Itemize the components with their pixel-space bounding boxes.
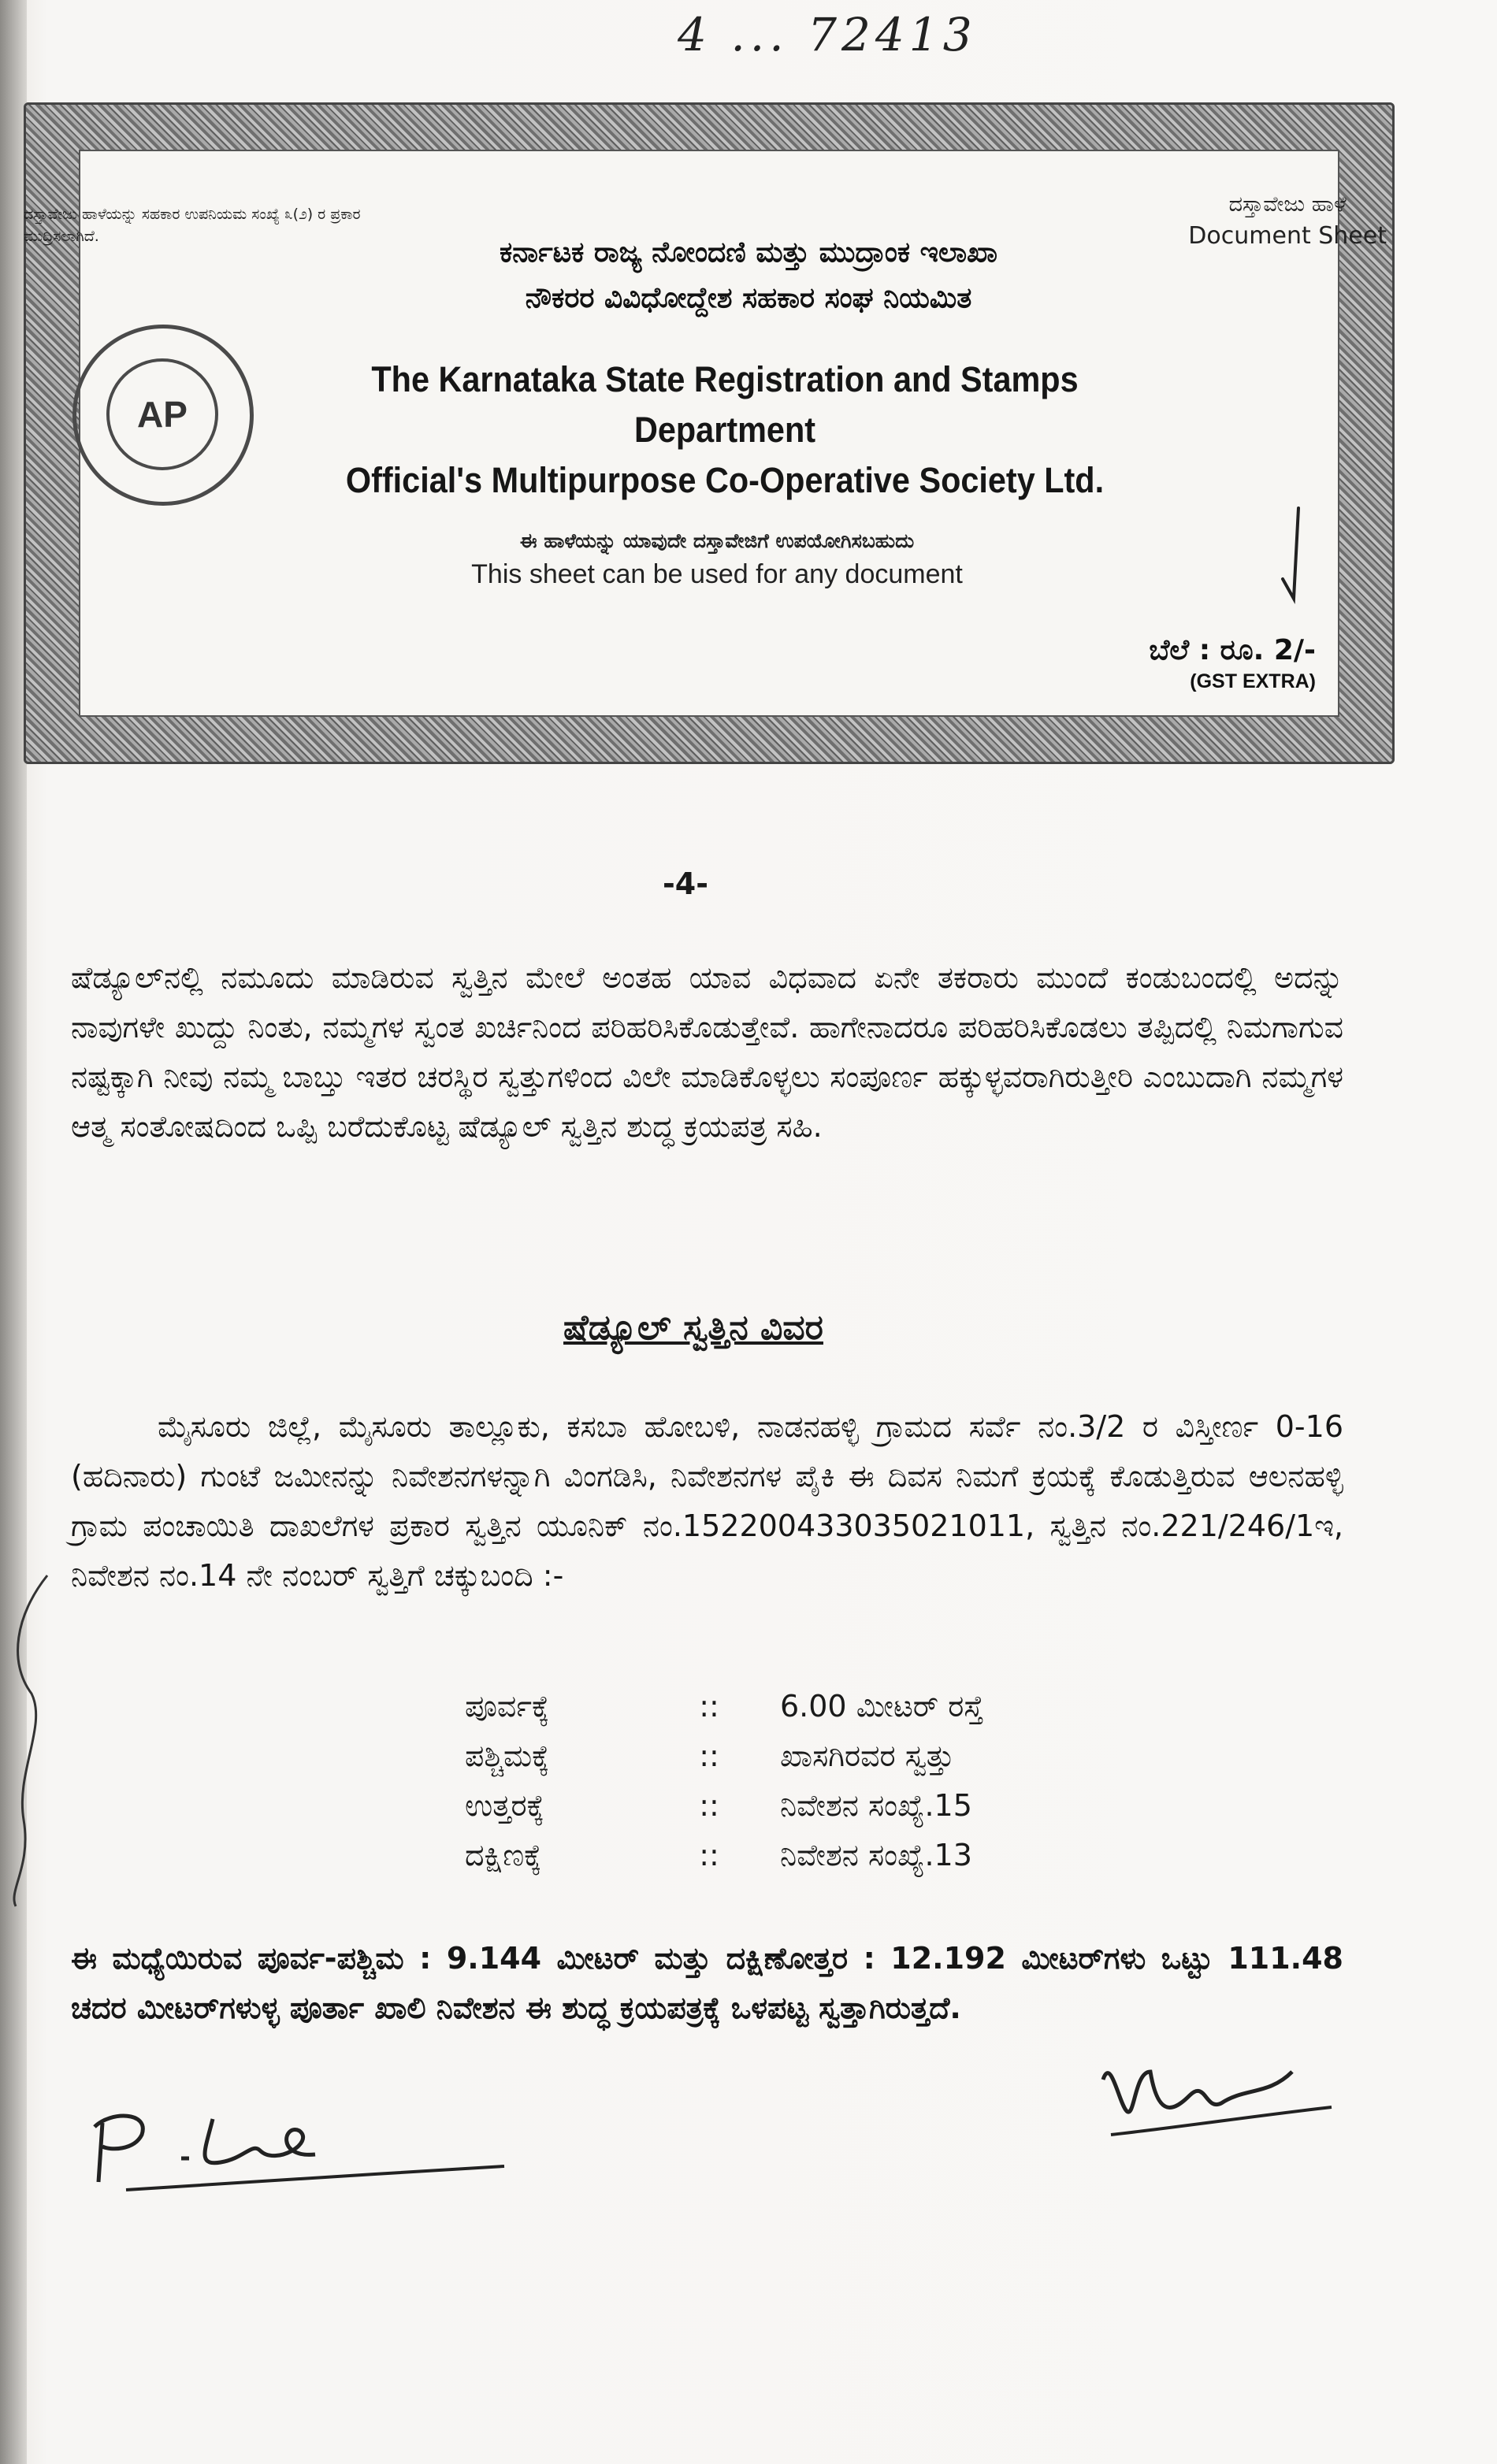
kn-title-line1: ಕರ್ನಾಟಕ ರಾಜ್ಯ ನೋಂದಣಿ ಮತ್ತು ಮುದ್ರಾಂಕ ಇಲಾಖಾ xyxy=(500,236,997,269)
sheet-usage-en: This sheet can be used for any document xyxy=(471,559,963,589)
check-mark-icon xyxy=(1267,504,1314,622)
boundary-value: ನಿವೇಶನ ಸಂಖ್ಯೆ.15 xyxy=(780,1788,972,1823)
boundary-separator: :: xyxy=(699,1838,719,1872)
handwritten-reference: 4 ... 72413 xyxy=(678,8,977,61)
paragraph-indemnity: ಷೆಡ್ಯೂಲ್‌ನಲ್ಲಿ ನಮೂದು ಮಾಡಿರುವ ಸ್ವತ್ತಿನ ಮೇಲೆ ಅಂತಹ ಯಾವ ವಿಧವಾದ ಏನೇ ತಕರಾರು ಮುಂದೆ ಕಂಡುಬಂದಲ್ಲಿ ಅದನ್ನು ನಾವುಗಳೇ ಖುದ್ದು ನಿಂತು, ನಮ್ಮಗಳ ಸ್ವಂತ ಖರ್ಚಿನಿಂದ ಪರಿಹರಿಸಿಕೊಡುತ್ತೇವೆ. ಹಾಗೇನಾದರೂ ಪರಿಹರಿಸಿಕೊಡಲು ತಪ್ಪಿದಲ್ಲಿ ನಿಮಗಾಗುವ ನಷ್ಟಕ್ಕಾಗಿ ನೀವು ನಮ್ಮ ಬಾಬ್ತು ಇತರ ಚರಸ್ಥಿರ ಸ್ವತ್ತುಗಳಿಂದ ವಿಲೇ ಮಾಡಿಕೊಳ್ಳಲು ಸಂಪೂರ್ಣ ಹಕ್ಕುಳ್ಳವರಾಗಿರುತ್ತೀರಿ ಎಂಬುದಾಗಿ ನಮ್ಮಗಳ ಆತ್ಮ ಸಂತೋಷದಿಂದ ಒಪ್ಪಿ ಬರೆದುಕೊಟ್ಟ ಷೆಡ್ಯೂಲ್ ಸ್ವತ್ತಿನ ಶುದ್ಧ ಕ್ರಯಪತ್ರ ಸಹಿ. xyxy=(71,960,1343,1144)
boundary-value: ನಿವೇಶನ ಸಂಖ್ಯೆ.13 xyxy=(780,1838,972,1872)
signature-right xyxy=(1087,2040,1339,2158)
boundary-row xyxy=(465,1831,983,1880)
paragraph-dimensions: ಈ ಮಧ್ಯೆಯಿರುವ ಪೂರ್ವ-ಪಶ್ಚಿಮ : 9.144 ಮೀಟರ್ ಮತ್ತು ದಕ್ಷಿಣೋತ್ತರ : 12.192 ಮೀಟರ್‌ಗಳು ಒಟ್ಟು 111.48 ಚದರ ಮೀಟರ್‌ಗಳುಳ್ಳ ಪೂರ್ತಾ ಖಾಲಿ ನಿವೇಶನ ಈ ಶುದ್ಧ ಕ್ರಯಪತ್ರಕ್ಕೆ ಒಳಪಟ್ಟ ಸ್ವತ್ತಾಗಿರುತ್ತದೆ. xyxy=(71,1941,1343,2025)
boundary-direction: ದಕ್ಷಿಣಕ್ಕೆ xyxy=(465,1838,542,1872)
doc-sheet-en: Document Sheet xyxy=(1188,222,1387,250)
binding-edge xyxy=(0,0,27,2464)
price-value: ಬೆಲೆ : ರೂ. 2/- xyxy=(1149,634,1316,666)
gst-note: (GST EXTRA) xyxy=(1190,670,1316,692)
page-number: -4- xyxy=(663,866,708,901)
boundary-separator: :: xyxy=(699,1788,719,1823)
kn-title-line2: ನೌಕರರ ವಿವಿಧೋದ್ದೇಶ ಸಹಕಾರ ಸಂಘ ನಿಯಮಿತ xyxy=(525,282,972,314)
kannada-header xyxy=(370,230,1127,321)
boundary-row xyxy=(465,1682,983,1731)
society-seal xyxy=(72,325,254,506)
schedule-heading: ಷೆಡ್ಯೂಲ್ ಸ್ವತ್ತಿನ ವಿವರ xyxy=(563,1308,823,1348)
boundary-separator: :: xyxy=(699,1739,719,1773)
printing-note: ದಸ್ತಾವೇಜು ಹಾಳೆಯನ್ನು ಸಹಕಾರ ಉಪನಿಯಮ ಸಂಖ್ಯೆ ೩(೨) ರ ಪ್ರಕಾರ ಮುದ್ರಿಸಲಾಗಿದೆ. xyxy=(24,206,361,245)
seal-initials: AP xyxy=(106,358,218,470)
price-label xyxy=(1149,634,1316,693)
signature-left xyxy=(79,2087,520,2206)
sheet-usage-kn: ಈ ಹಾಳೆಯನ್ನು ಯಾವುದೇ ದಸ್ತಾವೇಜಿಗೆ ಉಪಯೋಗಿಸಬಹುದು xyxy=(519,529,915,552)
boundary-row xyxy=(465,1781,983,1831)
paragraph-property-description: ಮೈಸೂರು ಜಿಲ್ಲೆ, ಮೈಸೂರು ತಾಲ್ಲೂಕು, ಕಸಬಾ ಹೋಬಳಿ, ನಾಡನಹಳ್ಳಿ ಗ್ರಾಮದ ಸರ್ವೆ ನಂ.3/2 ರ ವಿಸ್ತೀರ್ಣ 0-16 (ಹದಿನಾರು) ಗುಂಟೆ ಜಮೀನನ್ನು ನಿವೇಶನಗಳನ್ನಾಗಿ ವಿಂಗಡಿಸಿ, ನಿವೇಶನಗಳ ಪೈಕಿ ಈ ದಿವಸ ನಿಮಗೆ ಕ್ರಯಕ್ಕೆ ಕೊಡುತ್ತಿರುವ ಆಲನಹಳ್ಳಿ ಗ್ರಾಮ ಪಂಚಾಯಿತಿ ದಾಖಲೆಗಳ ಪ್ರಕಾರ ಸ್ವತ್ತಿನ ಯೂನಿಕ್ ನಂ.152200433035021011, ಸ್ವತ್ತಿನ ನಂ.221/246/1ಇ, ನಿವೇಶನ ನಂ.14 ನೇ ನಂಬರ್ ಸ್ವತ್ತಿಗೆ ಚಕ್ಕುಬಂದಿ :- xyxy=(71,1409,1343,1593)
boundary-direction: ಉತ್ತರಕ್ಕೆ xyxy=(465,1788,544,1823)
margin-stamp-mark xyxy=(0,1568,55,1914)
en-title-line2: Official's Multipurpose Co-Operative Society Ltd. xyxy=(345,460,1105,500)
boundary-value: 6.00 ಮೀಟರ್ ರಸ್ತೆ xyxy=(780,1689,984,1724)
boundary-separator: :: xyxy=(699,1689,719,1724)
boundary-direction: ಪೂರ್ವಕ್ಕೆ xyxy=(465,1689,550,1724)
document-sheet-label xyxy=(1188,192,1387,250)
doc-sheet-kn: ದಸ್ತಾವೇಜು ಹಾಳೆ xyxy=(1228,192,1347,217)
english-header xyxy=(304,354,1145,506)
en-title-line1: The Karnataka State Registration and Stamps Department xyxy=(371,359,1079,450)
boundary-row xyxy=(465,1731,983,1781)
boundary-value: ಖಾಸಗಿರವರ ಸ್ವತ್ತು xyxy=(780,1739,955,1773)
boundaries-table xyxy=(465,1682,983,1880)
boundary-direction: ಪಶ್ಚಿಮಕ್ಕೆ xyxy=(465,1739,550,1773)
